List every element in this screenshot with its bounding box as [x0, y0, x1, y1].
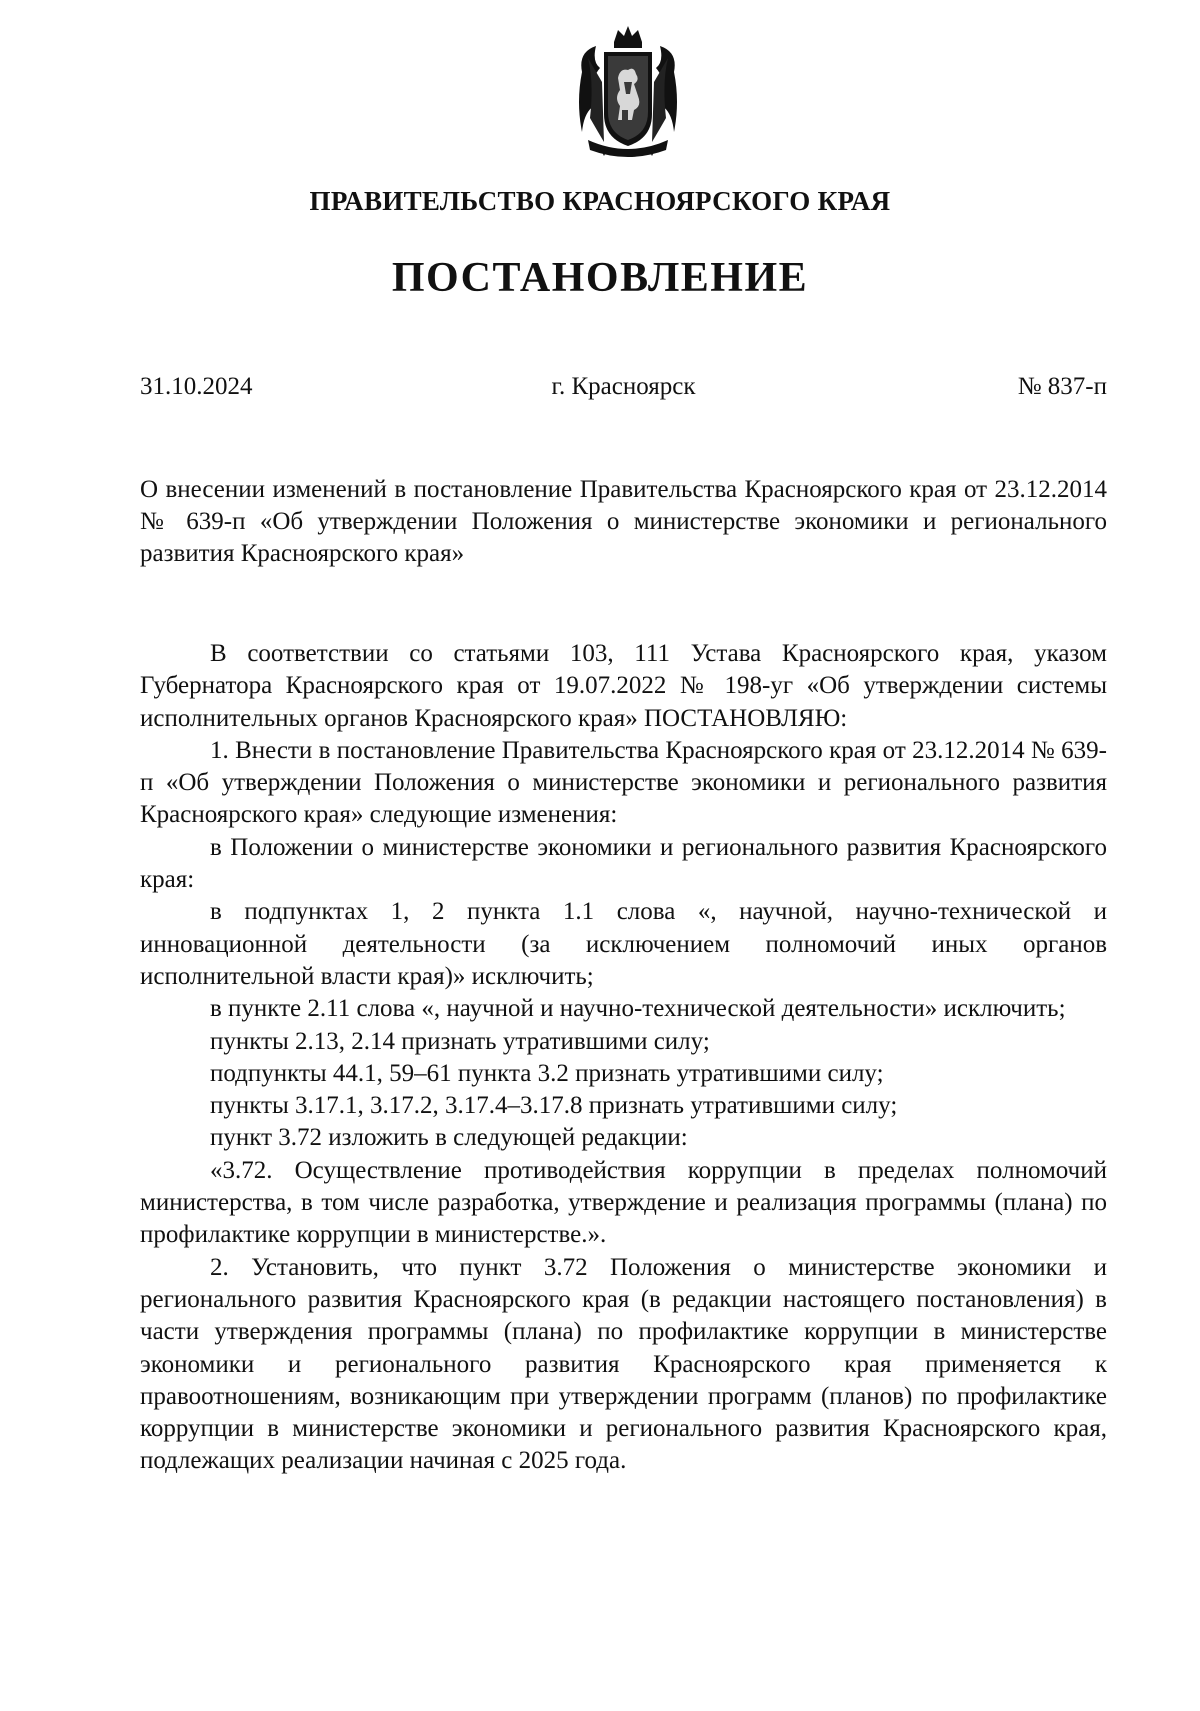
- document-type-title: ПОСТАНОВЛЕНИЕ: [391, 255, 809, 301]
- document-number: № 837-п: [1017, 373, 1107, 400]
- paragraph-preamble: В соответствии со статьями 103, 111 Устава Красноярского края, указом Губернатора Красноярского края от 19.07.2022 № 198-уг «Об утверждении системы исполнительных органов Красноярского края» ПОСТАНОВЛЯЮ:: [140, 640, 1107, 732]
- document-date: 31.10.2024: [140, 373, 253, 400]
- document-city: г. Красноярск: [551, 373, 696, 400]
- paragraph-change-5: пункты 3.17.1, 3.17.2, 3.17.4–3.17.8 признать утратившими силу;: [210, 1092, 898, 1120]
- paragraph-change-3: пункты 2.13, 2.14 признать утратившими силу;: [210, 1027, 710, 1055]
- organization-name: ПРАВИТЕЛЬСТВО КРАСНОЯРСКОГО КРАЯ: [309, 186, 891, 216]
- paragraph-item-2: 2. Установить, что пункт 3.72 Положения о министерстве экономики и регионального развития Красноярского края (в редакции настоящего постановления) в части утверждения программы (плана) по профилактике коррупции в министерстве экономики и регионального развития Красноярского края применяется к правоотношениям, возникающим при утверждении программ (планов) по профилактике коррупции в министерстве экономики и регионального развития Красноярского края, подлежащих реализации начиная с 2025 года.: [140, 1253, 1107, 1475]
- paragraph-new-wording: «3.72. Осуществление противодействия коррупции в пределах полномочий министерства, в том числе разработка, утверждение и реализация программы (плана) по профилактике коррупции в министерстве.».: [140, 1156, 1107, 1249]
- document-subject: О внесении изменений в постановление Правительства Красноярского края от 23.12.2014 № 639-п «Об утверждении Положения о министерстве экономики и регионального развития Красноярского края»: [140, 476, 1107, 567]
- paragraph-item-1: 1. Внести в постановление Правительства Красноярского края от 23.12.2014 № 639-п «Об утверждении Положения о министерстве экономики и регионального развития Красноярского края» следующие изменения:: [140, 736, 1107, 829]
- document-meta-row: [140, 373, 1107, 407]
- krasnoyarsk-coat-of-arms-icon: [574, 22, 682, 162]
- paragraph-change-4: подпункты 44.1, 59–61 пункта 3.2 признать утратившими силу;: [210, 1059, 884, 1087]
- paragraph-change-2: в пункте 2.11 слова «, научной и научно-технической деятельности» исключить;: [210, 995, 1066, 1023]
- document-body: [140, 638, 1107, 1478]
- paragraph-regulation-intro: в Положении о министерстве экономики и регионального развития Красноярского края:: [140, 833, 1107, 894]
- paragraph-change-6: пункт 3.72 изложить в следующей редакции:: [210, 1124, 688, 1152]
- paragraph-change-1: в подпунктах 1, 2 пункта 1.1 слова «, научной, научно-технической и инновационной деятельности (за исключением полномочий иных органов исполнительной власти края)» исключить;: [140, 898, 1107, 990]
